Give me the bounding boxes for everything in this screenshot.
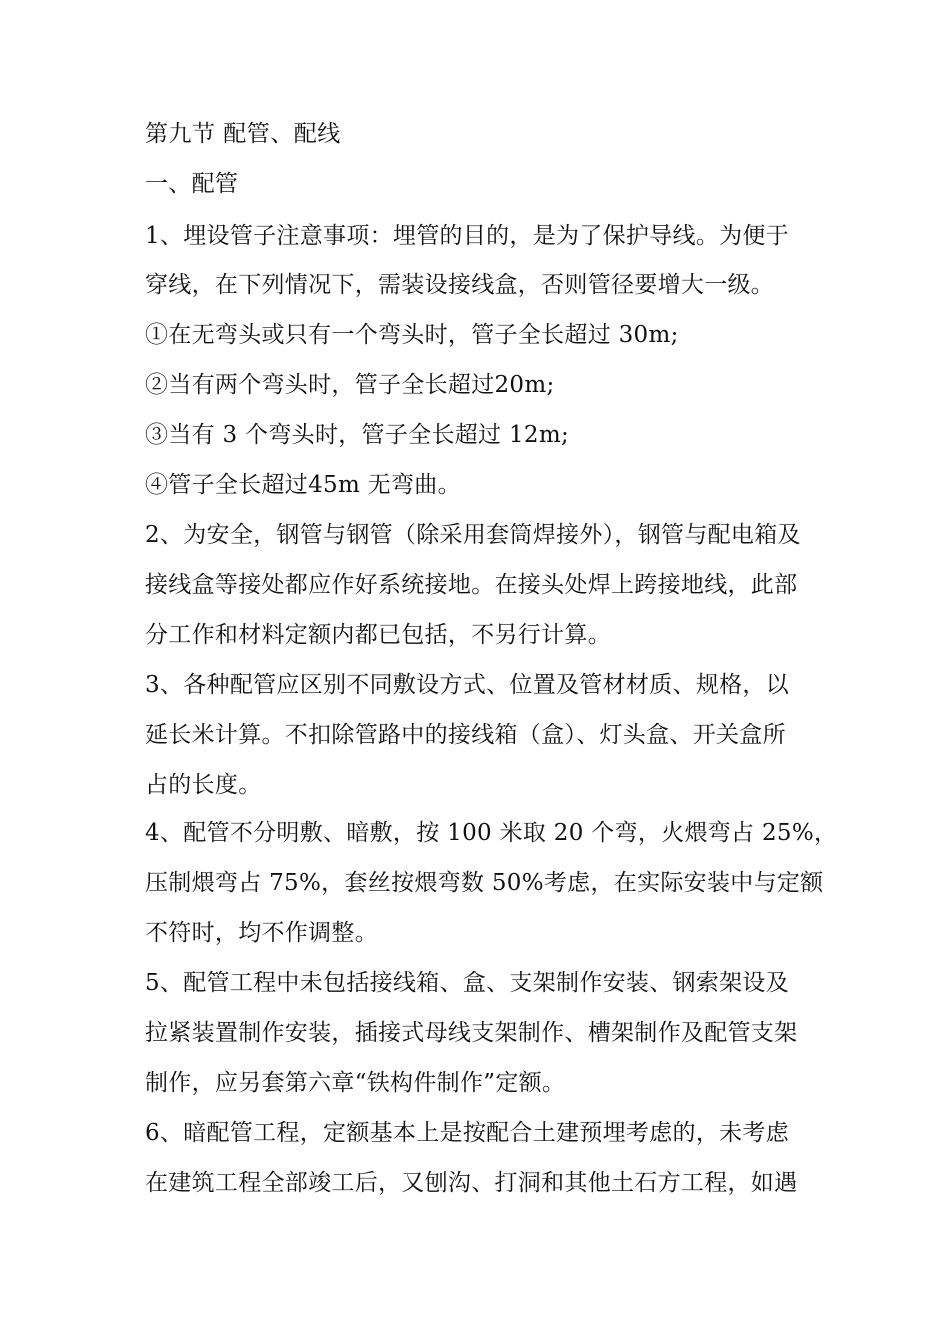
paragraph-line: 拉紧装置制作安装，插接式母线支架制作、槽架制作及配管支架 <box>145 1020 798 1046</box>
paragraph-line: 2、为安全，钢管与钢管（除采用套筒焊接外），钢管与配电箱及 <box>145 522 801 548</box>
paragraph-line: 压制煨弯占 75%，套丝按煨弯数 50%考虑，在实际安装中与定额 <box>145 870 824 896</box>
paragraph-line: 4、配管不分明敷、暗敷，按 100 米取 20 个弯，火煨弯占 25%， <box>145 820 838 846</box>
list-item: ③当有 3 个弯头时，管子全长超过 12m; <box>145 422 569 448</box>
paragraph-line: 在建筑工程全部竣工后，又刨沟、打洞和其他土石方工程，如遇 <box>145 1170 798 1196</box>
paragraph-line: 1、埋设管子注意事项：埋管的目的，是为了保护导线。为便于 <box>145 223 790 249</box>
list-item: ②当有两个弯头时，管子全长超过20m; <box>145 372 555 398</box>
paragraph-line: 5、配管工程中未包括接线箱、盒、支架制作安装、钢索架设及 <box>145 970 790 996</box>
paragraph-line: 不符时，均不作调整。 <box>145 920 378 946</box>
paragraph-line: 制作，应另套第六章“铁构件制作”定额。 <box>145 1070 566 1096</box>
paragraph-line: 占的长度。 <box>145 772 262 798</box>
paragraph-line: 穿线，在下列情况下，需装设接线盒，否则管径要增大一级。 <box>145 272 775 298</box>
paragraph-line: 3、各种配管应区别不同敷设方式、位置及管材材质、规格，以 <box>145 672 790 698</box>
paragraph-line: 接线盒等接处都应作好系统接地。在接头处焊上跨接地线，此部 <box>145 572 798 598</box>
list-item: ①在无弯头或只有一个弯头时，管子全长超过 30m; <box>145 322 679 348</box>
section-title: 第九节 配管、配线 <box>145 121 341 147</box>
paragraph-line: 分工作和材料定额内都已包括，不另行计算。 <box>145 622 611 648</box>
paragraph-line: 6、暗配管工程，定额基本上是按配合土建预埋考虑的，未考虑 <box>145 1120 790 1146</box>
subsection-title: 一、配管 <box>145 171 239 197</box>
paragraph-line: 延长米计算。不扣除管路中的接线箱（盒）、灯头盒、开关盒所 <box>145 722 786 748</box>
list-item: ④管子全长超过45m 无弯曲。 <box>145 472 461 498</box>
